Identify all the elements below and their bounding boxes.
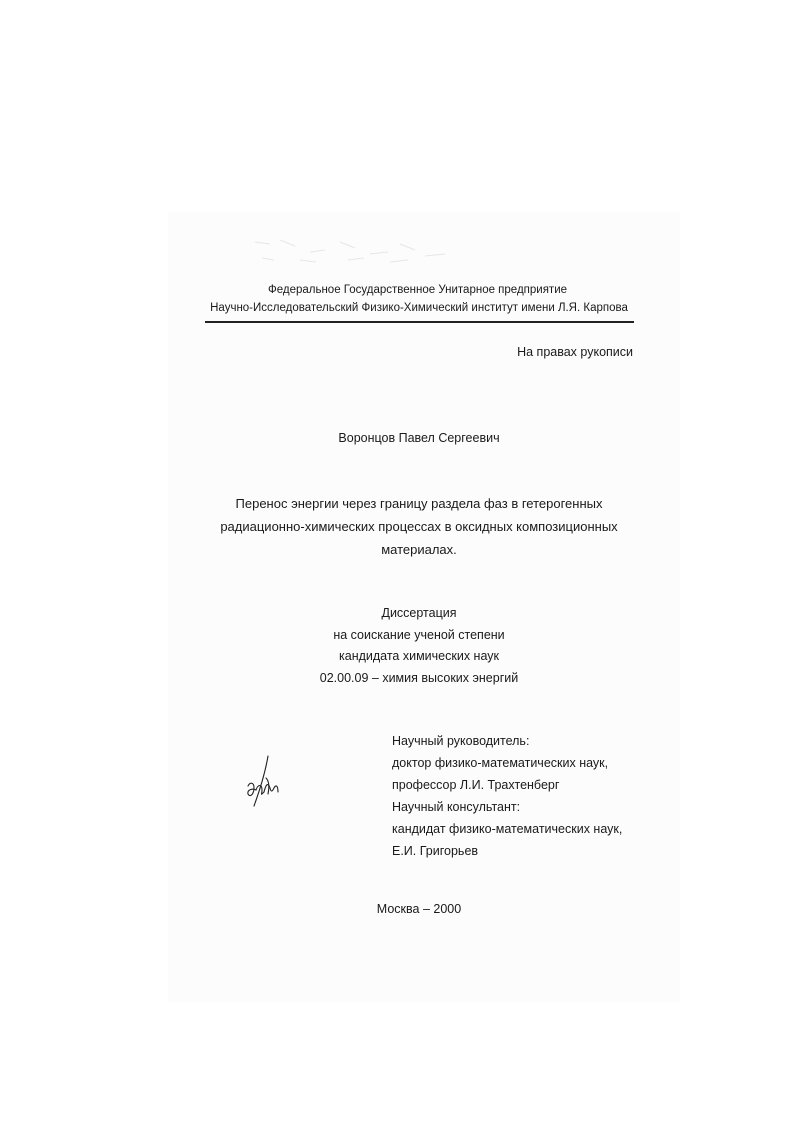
title-line: материалах.	[381, 542, 457, 557]
supervisor-line: Е.И. Григорьев	[392, 844, 479, 858]
header-divider	[205, 321, 634, 323]
supervisor-line: Научный руководитель:	[392, 734, 530, 748]
title-line: Перенос энергии через границу раздела фаз в гетерогенных	[235, 496, 603, 511]
supervisor-line: доктор физико-математических наук,	[392, 756, 609, 770]
organization-line-2: Научно-Исследовательский Физико-Химический институт имени Л.Я. Карпова	[210, 302, 628, 314]
handwritten-signature-icon	[244, 754, 284, 810]
dissertation-line: кандидата химических наук	[339, 649, 499, 663]
dissertation-line: 02.00.09 – химия высоких энергий	[319, 670, 519, 685]
dissertation-line: на соискание ученой степени	[333, 627, 505, 642]
supervisor-line: Научный консультант:	[392, 800, 521, 814]
rights-note: На правах рукописи	[517, 345, 633, 359]
supervisor-line: профессор Л.И. Трахтенберг	[392, 778, 560, 792]
dissertation-info	[0, 603, 795, 689]
supervisor-line: кандидат физико-математических наук,	[392, 822, 623, 836]
city-year: Москва – 2000	[376, 902, 462, 916]
faded-stamp-icon	[250, 232, 450, 268]
author-name: Воронцов Павел Сергеевич	[338, 431, 500, 445]
supervisors-block	[392, 730, 622, 862]
title-line: радиационно-химических процессах в оксидных композиционных	[220, 519, 618, 534]
organization-line-1: Федеральное Государственное Унитарное предприятие	[267, 284, 568, 296]
dissertation-line: Диссертация	[381, 606, 457, 620]
dissertation-title	[200, 492, 638, 561]
